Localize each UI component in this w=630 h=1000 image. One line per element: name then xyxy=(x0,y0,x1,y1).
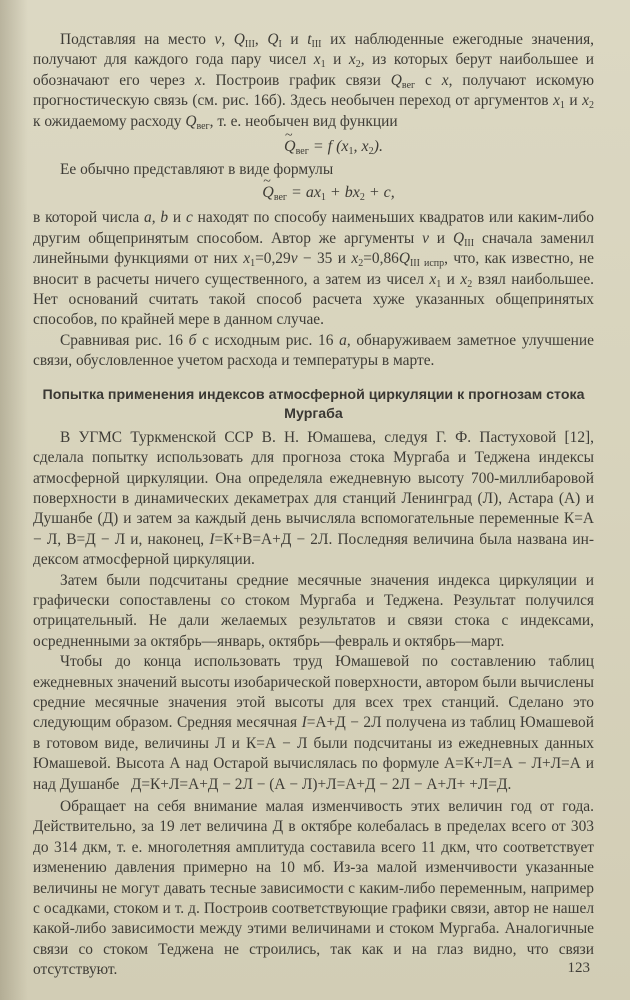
formula-function: ~ $Q_{вег} = f$ ($x_1$, $x_2$). xyxy=(33,136,594,158)
paragraph-variability: Обращает на себя внимание малая изменчивость этих величин год от года. Действительно, за 19 лет величина Д в октябре колебалась в пределах всего от 303 до 314 дкм, т. е. многолетняя амплитуда составила всего 11 дкм, что соответствует изменению давления примерно на 10 мб. Из-за малой изменчивости указанные величины не могут давать тесные зависимости с каким-либо переменным, например с осадками, стоком и т. д. Построив соответствующие графики связи, автор не нашел какой-либо зависимости между этими величинами и стоком Мургаба. Аналогичные связи со стоком Теджена не строились, так как и на глаз видно, что связи отсутствуют. xyxy=(33,798,594,979)
paragraph-least-squares: в которой числа a, b и c находят по способу наименьших квадратов или каким-либо другим общепринятым способом. Автор же аргументы v и $Q_{III}$ сначала заменил линейными функциями от них $x_1=0,29v - 35$ и $x_2=0,86Q_{III испр}$, что, как известно, не вносит в расчеты ничего существенного, а затем из чисел $x_1$ и $x_2$ взял наибольшее. Нет оснований считать такой способ расчета хуже указанных общепринятых способов, по крайней мере в данном случае. xyxy=(33,209,594,329)
paragraph-monthly-index: Затем были подсчитаны средние месячные значения индекса циркуляции и графически сопоставлены со стоком Мургаба и Теджена. Результат получился отрицательный. Не дали желаемых результатов и связи стока с индексами, осредненными за октябрь—январь, октябрь—февраль и октябрь—март. xyxy=(33,571,594,650)
page-number: 123 xyxy=(567,960,590,976)
paragraph-comparison: Сравнивая рис. 16 б с исходным рис. 16 а, обнаруживаем заметное улучшение связи, обусловленное учетом расхода и температуры в марте. xyxy=(33,331,594,370)
paragraph-calculation: Чтобы до конца использовать труд Юмашевой по составлению таблиц ежедневных значений высоты изобарической поверхности, автором были вычислены средние месячные значения этой высоты для всех трех станций. Сделано это следующим образом. Средняя месячная I=А+Д − 2Л получена из таблиц Юмашевой в готовом виде, величины Л и К=А − Л были подсчитаны из ежедневных данных Юмашевой. Высота А над Остарой вычислялась по формуле А=К+Л=А − Л+Л=А и над Душанбе Д=К+Л=А+Д − 2Л − (А − Л)+Л=А+Д − 2Л − А+Л+ +Л=Д. xyxy=(33,653,594,793)
paragraph-yumasheva: В УГМС Туркменской ССР В. Н. Юмашева, следуя Г. Ф. Пастуховой [12], сделала попытку использовать для прогноза стока Мургаба и Теджена индексы атмосферной циркуляции. Она определяла ежедневную высоту 700-миллибаровой поверхности в динамических декаметрах для станций Ленинград (Л), Астара (А) и Душанбе (Д) и затем за каждый день вычисляла вспомогательные переменные К=А − Л, В=Д − Л и, наконец, I=К+В=А+Д − 2Л. Последняя величина была названа индексом атмосферной циркуляции. xyxy=(33,428,594,569)
formula-linear: ~ $Q_{вег} = ax_1 + bx_2 + c$, xyxy=(33,182,594,204)
page-gutter-shadow xyxy=(0,0,28,1000)
section-heading: Попытка применения индексов атмосферной циркуляции к прогнозам стока Мургаба xyxy=(42,386,585,422)
paragraph-formula-intro: Ее обычно представляют в виде формулы xyxy=(60,161,334,179)
paragraph-substitution: Подставляя на место v, $Q_{III}$, $Q_I$ и $t_{III}$ их наблюденные ежегодные значения, получают для каждого года пару чисел $x_1$ и $x_2$, из которых берут наибольшее и обозначают его через x. Построив график связи $Q_{вег}$ с x, получают искомую прогностическую связь (см. рис. 16б). Здесь необычен переход от аргументов $x_1$ и $x_2$ к ожидаемому расходу $Q_{вег}$, т. е. необычен вид функции xyxy=(33,31,595,132)
